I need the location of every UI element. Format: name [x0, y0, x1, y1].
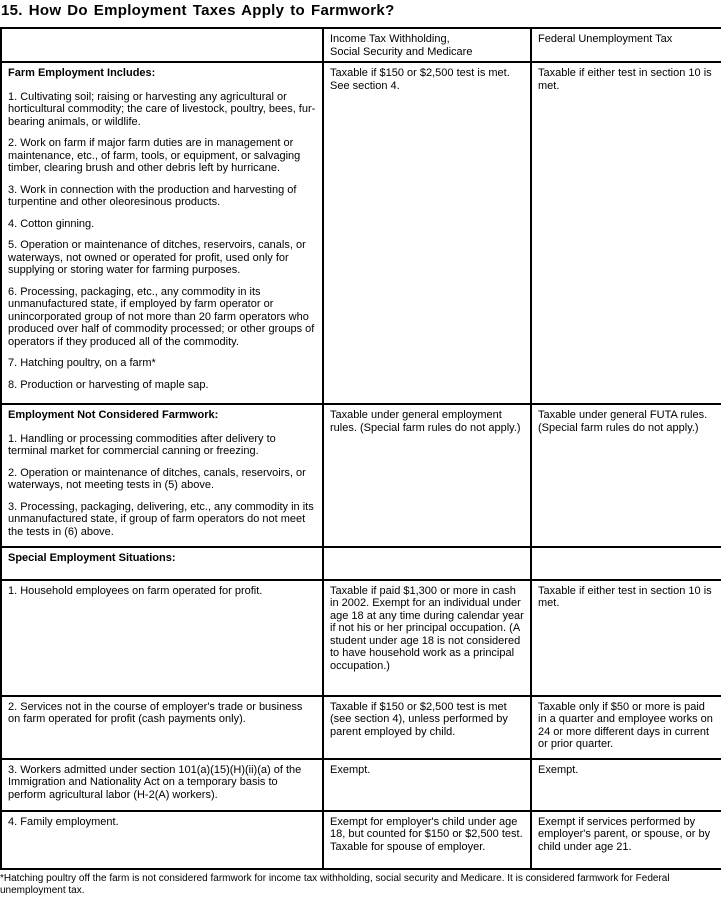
withholding-text: Taxable if $150 or $2,500 test is met (see section 4), unless performed by parent employed by child. — [330, 700, 508, 738]
futa-text: Exempt. — [538, 763, 579, 776]
special-situations-empty-cell — [323, 547, 531, 580]
farm-includes-item: 4. Cotton ginning. — [8, 217, 95, 230]
farm-includes-item: 3. Work in connection with the production and harvesting of turpentine and other oleoresinous products. — [8, 183, 297, 208]
withholding-cell — [323, 696, 531, 759]
farm-includes-item: 1. Cultivating soil; raising or harvesting any agricultural or horticultural commodity; the care of livestock, poultry, bees, fur-bearing animals, or wildlife. — [8, 90, 316, 128]
farm-includes-item: 2. Work on farm if major farm duties are in management or maintenance, etc., of farm, tools, or equipment, or salvaging timber, clearing brush and other debris left by hurricane. — [8, 137, 301, 174]
futa-cell — [531, 580, 721, 696]
special-row-household — [1, 580, 721, 696]
withholding-cell — [323, 759, 531, 811]
farm-includes-item: 5. Operation or maintenance of ditches, reservoirs, canals, or waterways, not owned or operated for profit, used only for supplying or storing water for farming purposes. — [8, 239, 306, 276]
not-farmwork-item: 1. Handling or processing commodities after delivery to terminal market for commercial canning or freezing. — [8, 432, 276, 457]
table-header-row — [1, 28, 721, 62]
situation-cell — [1, 811, 323, 869]
farm-includes-item: 6. Processing, packaging, etc., any commodity in its unmanufactured state, if employed by farm operator or unincorporated group of not more than 20 farm operators who produced over half of commodity processed; or other groups of operators if they produced all of the commodity. — [8, 285, 315, 348]
farm-includes-withholding-cell — [323, 62, 531, 404]
farm-includes-futa-text: Taxable if either test in section 10 is met. — [538, 67, 712, 92]
futa-text: Taxable only if $50 or more is paid in a quarter and employee works on 24 or more different days in current or prior quarter. — [538, 700, 713, 750]
farm-includes-item: 8. Production or harvesting of maple sap. — [8, 378, 209, 391]
not-farmwork-heading: Employment Not Considered Farmwork: — [8, 409, 219, 421]
withholding-text: Exempt. — [330, 763, 371, 776]
situation-text: 3. Workers admitted under section 101(a)(15)(H)(ii)(a) of the Immigration and Nationality Act on a temporary basis to perform agricultural labor (H-2(A) workers). — [8, 763, 302, 801]
futa-text: Exempt if services performed by employer's parent, or spouse, or by child under age 21. — [538, 815, 711, 853]
column-header-withholding-line1: Income Tax Withholding, — [330, 33, 450, 45]
special-situations-heading: Special Employment Situations: — [8, 552, 176, 564]
situation-text: 4. Family employment. — [8, 815, 119, 828]
not-farmwork-cell — [1, 404, 323, 547]
not-farmwork-row — [1, 404, 721, 547]
futa-cell — [531, 759, 721, 811]
farm-includes-row — [1, 62, 721, 404]
not-farmwork-futa-text: Taxable under general FUTA rules. (Special farm rules do not apply.) — [538, 409, 708, 434]
special-situations-empty-cell — [531, 547, 721, 580]
table-footnote: *Hatching poultry off the farm is not considered farmwork for income tax withholding, social security and Medicare. It is considered farmwork for Federal unemployment tax. — [0, 872, 670, 896]
withholding-cell — [323, 580, 531, 696]
farm-includes-heading: Farm Employment Includes: — [8, 67, 156, 79]
situation-cell — [1, 759, 323, 811]
special-row-family-employment — [1, 811, 721, 869]
column-header-withholding — [323, 28, 531, 62]
blank-corner-cell — [1, 28, 323, 62]
not-farmwork-withholding-cell — [323, 404, 531, 547]
employment-tax-table — [0, 27, 721, 870]
page-title: 15. How Do Employment Taxes Apply to Farmwork? — [1, 2, 395, 19]
futa-cell — [531, 696, 721, 759]
column-header-futa: Federal Unemployment Tax — [531, 28, 721, 62]
farm-includes-cell — [1, 62, 323, 404]
withholding-text: Taxable if paid $1,300 or more in cash in 2002. Exempt for an individual under age 18 at any time during calendar year if not his or her principal occupation. (A student under age 18 is not considered to have household work as a principal occupation.) — [330, 584, 524, 672]
special-row-services — [1, 696, 721, 759]
special-situations-heading-cell — [1, 547, 323, 580]
special-situations-header-row — [1, 547, 721, 580]
situation-cell — [1, 580, 323, 696]
farm-includes-item: 7. Hatching poultry, on a farm* — [8, 357, 156, 369]
farm-includes-withholding-text: Taxable if $150 or $2,500 test is met. See section 4. — [330, 67, 510, 92]
not-farmwork-withholding-text: Taxable under general employment rules. (Special farm rules do not apply.) — [330, 409, 521, 434]
situation-text: 2. Services not in the course of employer's trade or business on farm operated for profit (cash payments only). — [8, 700, 303, 725]
situation-cell — [1, 696, 323, 759]
not-farmwork-item: 2. Operation or maintenance of ditches, canals, reservoirs, or waterways, not meeting tests in (5) above. — [8, 466, 306, 491]
column-header-withholding-line2: Social Security and Medicare — [330, 45, 473, 58]
withholding-cell — [323, 811, 531, 869]
farm-includes-futa-cell — [531, 62, 721, 404]
situation-text: 1. Household employees on farm operated for profit. — [8, 584, 263, 597]
futa-text: Taxable if either test in section 10 is met. — [538, 584, 712, 609]
not-farmwork-item: 3. Processing, packaging, delivering, etc., any commodity in its unmanufactured state, if group of farm operators do not meet the tests in (6) above. — [8, 500, 314, 538]
not-farmwork-futa-cell — [531, 404, 721, 547]
futa-cell — [531, 811, 721, 869]
document-page — [0, 2, 721, 897]
special-row-h2a-workers — [1, 759, 721, 811]
withholding-text: Exempt for employer's child under age 18, but counted for $150 or $2,500 test. Taxable for spouse of employer. — [330, 815, 523, 853]
